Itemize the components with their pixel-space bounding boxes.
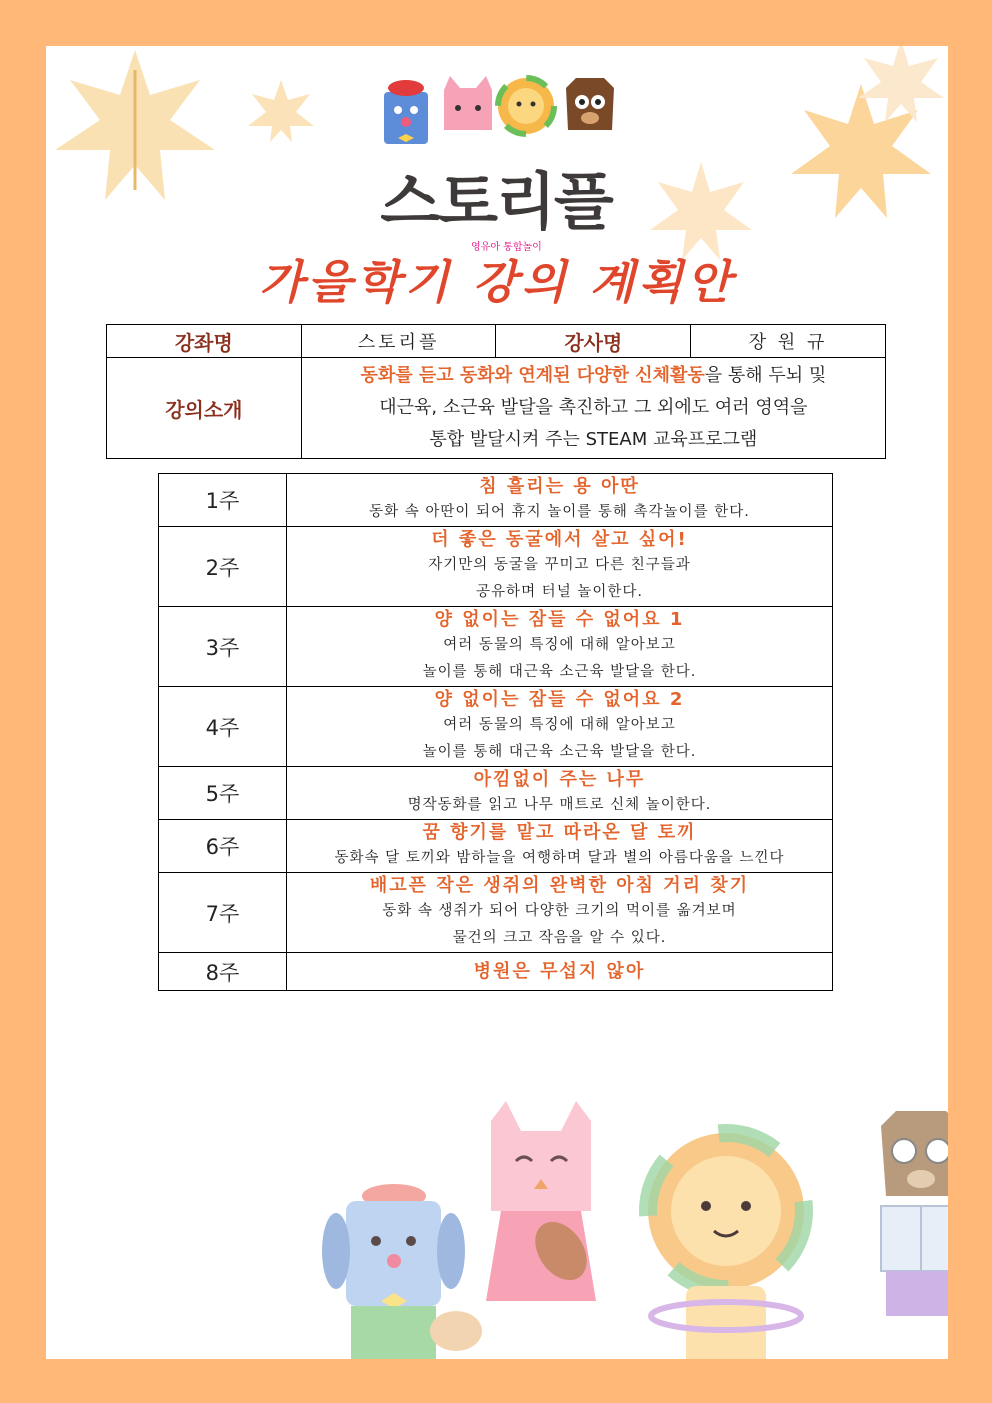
- week-number: 8주: [159, 953, 287, 991]
- course-name: 스토리플: [301, 325, 496, 358]
- week-description: 자기만의 동굴을 꾸미고 다른 친구들과: [428, 556, 691, 573]
- weekly-plan-table: [158, 473, 833, 991]
- week-content: [287, 607, 833, 687]
- intro-label: 강의소개: [107, 358, 302, 459]
- week-content: [287, 873, 833, 953]
- week-number: 3주: [159, 607, 287, 687]
- autumn-leaf-far-right: [856, 46, 946, 126]
- week-description: 놀이를 통해 대근육 소근육 발달을 한다.: [422, 743, 697, 760]
- week-title: 배고픈 작은 생쥐의 완벽한 아침 거리 찾기: [369, 874, 750, 896]
- lion-hula-illustration: [648, 1133, 804, 1359]
- week-row: [159, 607, 833, 687]
- week-content: [287, 687, 833, 767]
- course-info-table: [106, 324, 886, 459]
- week-row: [159, 953, 833, 991]
- week-number: 7주: [159, 873, 287, 953]
- storyple-logo: [376, 74, 616, 264]
- logo-subtitle: 영유아 통합놀이: [471, 242, 542, 253]
- week-description: 물건의 크고 작음을 알 수 있다.: [452, 929, 667, 946]
- intro-line-1: [310, 360, 877, 392]
- week-row: [159, 527, 833, 607]
- course-label: 강좌명: [107, 325, 302, 358]
- week-description: 동화 속 생쥐가 되어 다양한 크기의 먹이를 옮겨보며: [382, 902, 737, 919]
- autumn-leaf-top-left: [50, 46, 220, 210]
- intro-line-3: 통합 발달시켜 주는 STEAM 교육프로그램: [429, 429, 758, 450]
- intro-highlight: 동화를 듣고 동화와 연계된 다양한 신체활동: [360, 365, 705, 386]
- week-description: 여러 동물의 특징에 대해 알아보고: [443, 636, 676, 653]
- cat-violin-illustration: [486, 1101, 597, 1301]
- page-frame: [46, 46, 948, 1359]
- logo-animal-icons: [376, 74, 616, 162]
- week-title: 양 없이는 잠들 수 없어요 2: [434, 688, 685, 710]
- week-row: [159, 873, 833, 953]
- week-number: 1주: [159, 474, 287, 527]
- week-title: 꿈 향기를 맡고 따라온 달 토끼: [422, 821, 697, 843]
- characters-illustration: [296, 1101, 948, 1359]
- week-row: [159, 687, 833, 767]
- week-number: 6주: [159, 820, 287, 873]
- plan-title: 가을학기 강의 계획안: [259, 255, 735, 309]
- week-title: 아낌없이 주는 나무: [473, 768, 646, 790]
- intro-line-1-rest: 을 통해 두뇌 및: [704, 365, 827, 386]
- week-number: 2주: [159, 527, 287, 607]
- bear-reading-illustration: [881, 1111, 948, 1316]
- week-description: 명작동화를 읽고 나무 매트로 신체 놀이한다.: [407, 796, 712, 813]
- instructor-name: 장 원 규: [691, 325, 886, 358]
- week-description: 동화속 달 토끼와 밤하늘을 여행하며 달과 별의 아름다움을 느낀다: [334, 849, 785, 866]
- week-title: 침 흘리는 용 아딴: [479, 475, 640, 497]
- week-row: [159, 474, 833, 527]
- week-content: [287, 953, 833, 991]
- week-description: 여러 동물의 특징에 대해 알아보고: [443, 716, 676, 733]
- week-description: 놀이를 통해 대근육 소근육 발달을 한다.: [422, 663, 697, 680]
- autumn-leaf-small-left: [246, 76, 316, 146]
- week-title: 양 없이는 잠들 수 없어요 1: [434, 608, 685, 630]
- week-content: [287, 820, 833, 873]
- week-description: 동화 속 아딴이 되어 휴지 놀이를 통해 촉각놀이를 한다.: [369, 503, 750, 520]
- week-content: [287, 474, 833, 527]
- week-number: 5주: [159, 767, 287, 820]
- week-title: 병원은 무섭지 않아: [473, 960, 646, 982]
- week-title: 더 좋은 동굴에서 살고 싶어!: [431, 528, 688, 550]
- intro-line-2: 대근육, 소근육 발달을 촉진하고 그 외에도 여러 영역을: [379, 397, 808, 418]
- instructor-label: 강사명: [496, 325, 691, 358]
- logo-title: 스토리플: [380, 165, 612, 238]
- week-description: 공유하며 터널 놀이한다.: [476, 583, 643, 600]
- week-number: 4주: [159, 687, 287, 767]
- week-row: [159, 767, 833, 820]
- intro-description: [301, 358, 885, 459]
- week-row: [159, 820, 833, 873]
- week-content: [287, 767, 833, 820]
- dog-painter-illustration: [322, 1184, 482, 1359]
- week-content: [287, 527, 833, 607]
